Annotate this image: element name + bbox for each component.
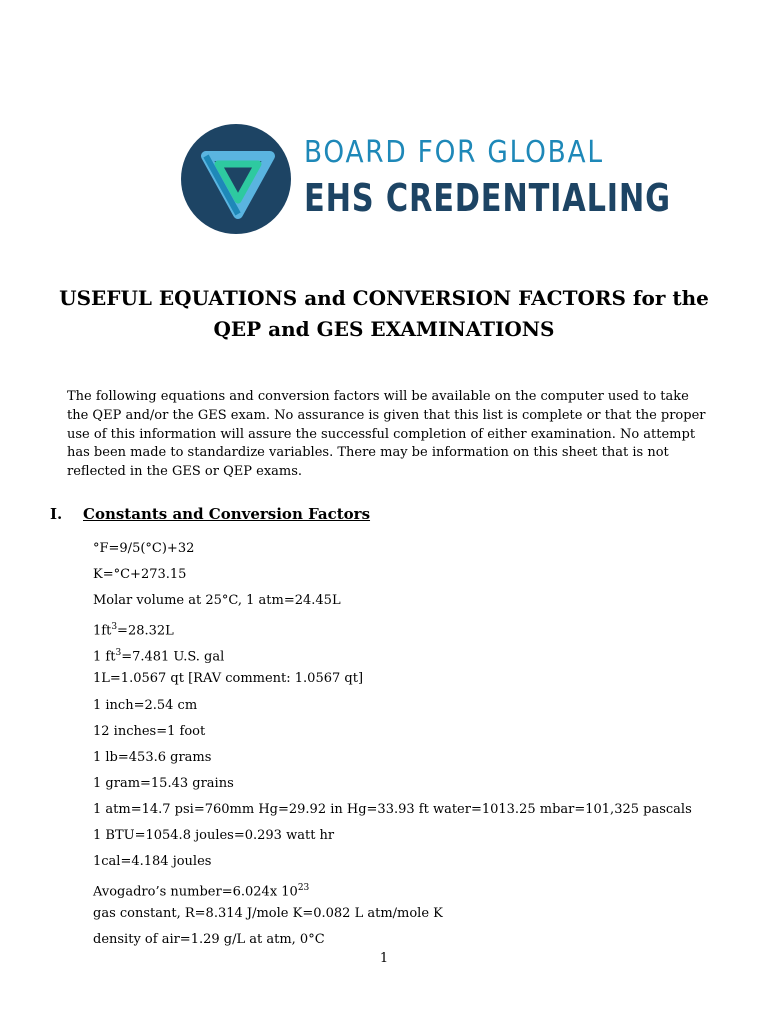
triangle-emblem-icon	[178, 118, 296, 240]
conversion-factor-item: K=°C+273.15	[93, 567, 187, 583]
conversion-factor-item	[93, 879, 733, 905]
bgc-logo	[178, 118, 671, 240]
conversion-factor-item: 12 inches=1 foot	[93, 723, 206, 739]
item-text-suffix: =7.481 U.S. gal	[121, 649, 225, 665]
logo-text-line2: EHS CREDENTIALING	[304, 176, 671, 220]
conversion-factor-item: 1 BTU=1054.8 joules=0.293 watt hr	[93, 828, 335, 844]
document-title	[30, 283, 738, 345]
logo-text-line1: BOARD FOR GLOBAL	[304, 135, 604, 170]
conversion-factor-item: °F=9/5(°C)+32	[93, 541, 195, 556]
conversion-factor-item: 1 atm=14.7 psi=760mm Hg=29.92 in Hg=33.93 ft water=1013.25 mbar=101,325 pascals	[93, 801, 692, 817]
conversion-factor-item: 1 lb=453.6 grams	[93, 749, 212, 765]
conversion-factor-item: 1 inch=2.54 cm	[93, 697, 198, 713]
section-title: Constants and Conversion Factors	[83, 505, 371, 523]
item-superscript: 23	[297, 883, 310, 894]
conversion-factor-item	[93, 644, 733, 670]
item-superscript: 3	[115, 648, 122, 659]
conversion-factor-list	[93, 540, 733, 958]
item-superscript: 3	[111, 622, 118, 633]
title-line1: USEFUL EQUATIONS and CONVERSION FACTORS for the	[59, 286, 709, 310]
item-text-suffix: =28.32L	[117, 623, 174, 639]
item-text: 1ft	[93, 623, 112, 639]
item-text: 1 ft	[93, 649, 116, 665]
title-line2: QEP and GES EXAMINATIONS	[213, 317, 555, 341]
conversion-factor-item: gas constant, R=8.314 J/mole K=0.082 L atm/mole K	[93, 906, 443, 922]
conversion-factor-item: 1 gram=15.43 grains	[93, 775, 234, 791]
conversion-factor-item	[93, 618, 733, 644]
section-number: I.	[50, 505, 63, 523]
item-text: Avogadro’s number=6.024x 10	[93, 884, 298, 900]
conversion-factor-item: 1cal=4.184 joules	[93, 854, 212, 870]
page-number: 1	[379, 951, 389, 966]
conversion-factor-item: 1L=1.0567 qt [RAV comment: 1.0567 qt]	[93, 671, 364, 687]
conversion-factor-item: Molar volume at 25°C, 1 atm=24.45L	[93, 593, 341, 609]
intro-paragraph: The following equations and conversion factors will be available on the computer used to take the QEP and/or the GES exam. No assurance is given that this list is complete or that the proper use of this information will assure the successful completion of either examination. No attempt has been made to standardize variables. There may be information on this sheet that is not reflected in the GES or QEP exams.	[67, 389, 706, 480]
conversion-factor-item: density of air=1.29 g/L at atm, 0°C	[93, 932, 325, 948]
